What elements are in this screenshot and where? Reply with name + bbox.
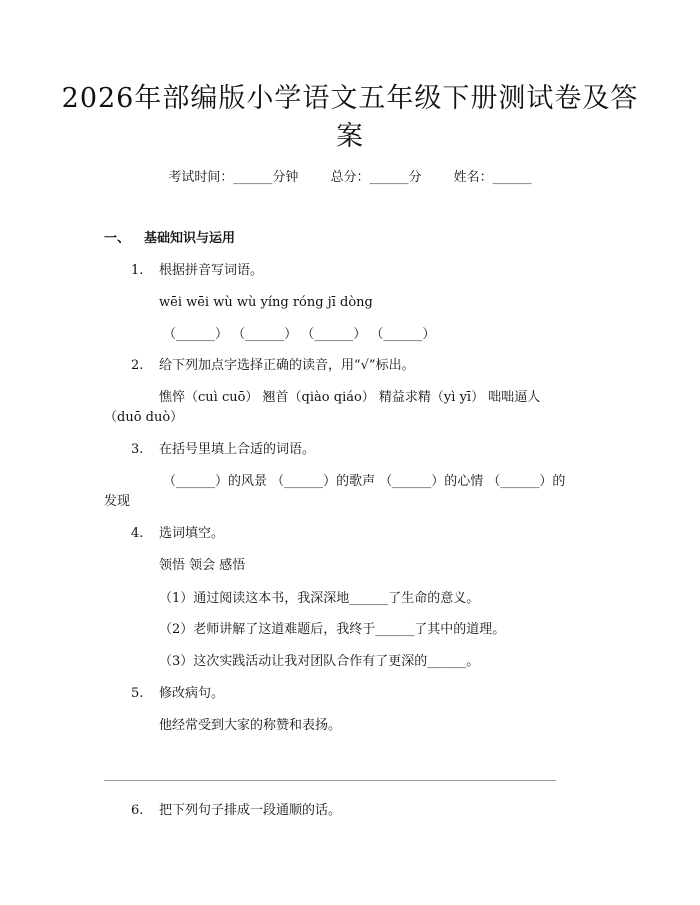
- question-text: 选词填空。: [159, 526, 225, 541]
- q2-options-line: 憔悴（cuì cuō） 翘首（qiào qiáo） 精益求精（yì yī） 咄咄逼人: [159, 390, 541, 405]
- name-field[interactable]: 姓名：______: [453, 170, 532, 185]
- q1-pinyin: wēi wēi wù wù yíng róng jī dòng: [159, 295, 373, 310]
- answer-line[interactable]: [104, 780, 556, 781]
- section-number: 一、: [104, 231, 131, 246]
- question-text: 在括号里填上合适的词语。: [159, 442, 316, 457]
- question-text: 给下列加点字选择正确的读音，用“√”标出。: [159, 358, 415, 373]
- page-title: 2026年部编版小学语文五年级下册测试卷及答案: [61, 83, 639, 152]
- q4-word-choices: 领悟 领会 感悟: [159, 558, 246, 573]
- section-title: 基础知识与运用: [144, 231, 236, 246]
- q4-sentence-1[interactable]: （1）通过阅读这本书，我深深地______了生命的意义。: [159, 591, 480, 606]
- exam-meta: [0, 168, 700, 188]
- question-4: [131, 524, 224, 544]
- question-number: 1.: [131, 263, 144, 278]
- question-text: 根据拼音写词语。: [159, 263, 264, 278]
- question-text: 修改病句。: [159, 686, 225, 701]
- q3-blanks-line[interactable]: （______）的风景 （______）的歌声 （______）的心情 （______）的: [163, 474, 566, 489]
- total-score-field[interactable]: 总分：______分: [330, 170, 422, 185]
- q1-answer-blanks[interactable]: （______） （______） （______） （______）: [163, 327, 436, 342]
- question-number: 2.: [131, 358, 144, 373]
- question-text: 把下列句子排成一段通顺的话。: [159, 803, 342, 818]
- question-number: 3.: [131, 442, 144, 457]
- exam-time-field[interactable]: 考试时间：______分钟: [168, 170, 299, 185]
- question-number: 5.: [131, 686, 144, 701]
- q4-sentence-3[interactable]: （3）这次实践活动让我对团队合作有了更深的______。: [159, 654, 480, 669]
- question-2: [131, 356, 415, 376]
- q2-options-line-2: （duō duò）: [104, 410, 184, 425]
- question-5: [131, 684, 224, 704]
- q4-sentence-2[interactable]: （2）老师讲解了这道难题后，我终于______了其中的道理。: [159, 622, 506, 637]
- q3-blanks-line-2: 发现: [104, 494, 131, 509]
- section-heading: [104, 229, 235, 249]
- question-number: 6.: [131, 803, 144, 818]
- question-1: [131, 261, 263, 281]
- question-6: [131, 801, 341, 821]
- question-number: 4.: [131, 526, 144, 541]
- question-3: [131, 440, 315, 460]
- q5-sentence: 他经常受到大家的称赞和表扬。: [159, 718, 342, 733]
